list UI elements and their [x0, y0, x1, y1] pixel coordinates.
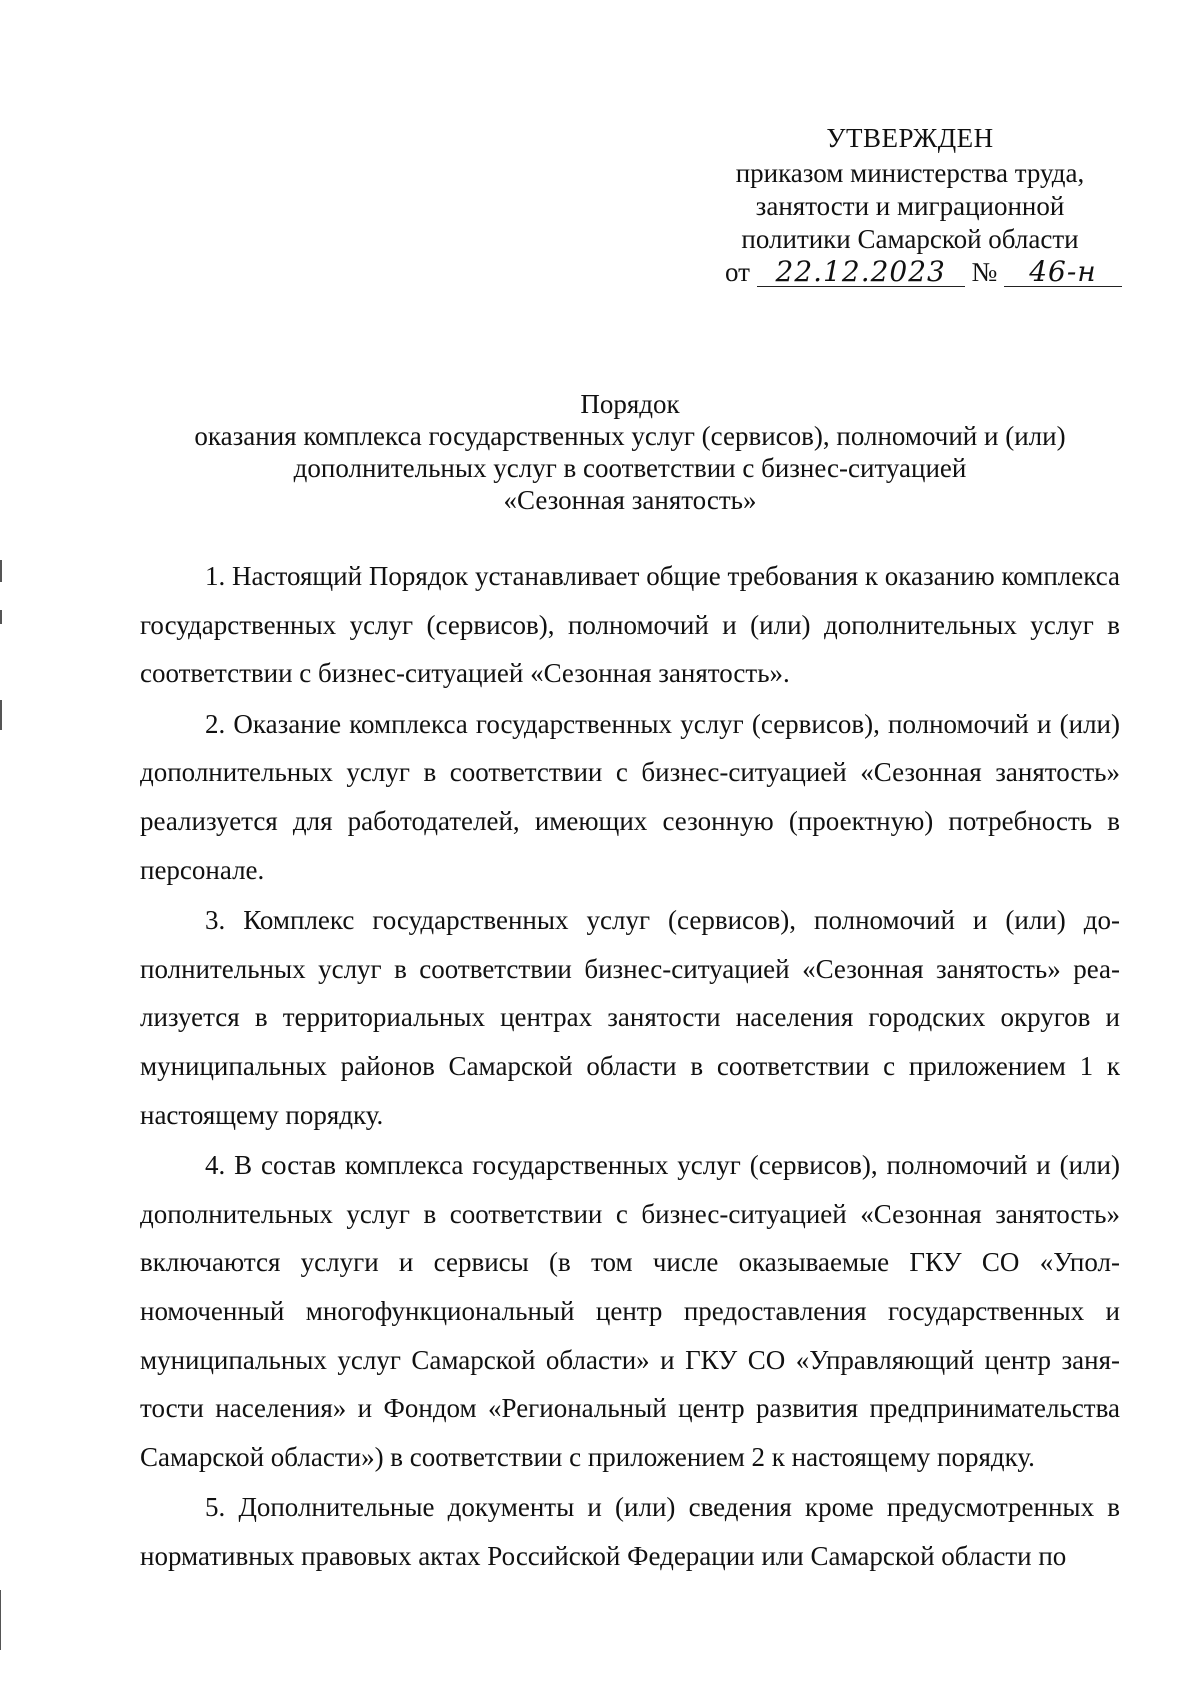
approval-line: политики Самарской области	[741, 224, 1079, 254]
paragraph-2: 2. Оказание комплекса государственных услуг (сервисов), полномочий и (или) дополнительных услуг в соответствии с бизнес-ситуацией «Сезонная занятость» реализуется для работодателей, имеющих сезонную (проектную) потребность в персонале.	[140, 708, 1120, 885]
handwritten-number: 46-н	[1004, 258, 1122, 287]
title-line: оказания комплекса государственных услуг (сервисов), полномочий и (или)	[194, 421, 1066, 451]
paragraph-5: 5. Дополнительные документы и (или) сведения кроме предусмотренных в нормативных правовых актах Российской Федерации или Самарской области по	[140, 1492, 1120, 1571]
date-prefix: от	[725, 257, 750, 287]
number-prefix: №	[971, 257, 998, 287]
title-line: дополнительных услуг в соответствии с бизнес-ситуацией	[293, 453, 967, 483]
scan-artifact	[0, 700, 2, 730]
paragraph-4: 4. В состав комплекса государственных услуг (сервисов), полномочий и (или) дополнительных услуг в соответствии с бизнес-ситуацией «Сезонная занятость» включаются услуги и сервисы (в том числе оказываемые ГКУ СО «Уполномоченный многофункциональный центр предоставления государственных и муниципальных услуг Самарской области» и ГКУ СО «Управляющий центр занятости населения» и Фондом «Региональный центр развития предпринимательства Самарской области») в соответствии с приложением 2 к настоящему порядку.	[140, 1150, 1120, 1472]
title-line: Порядок	[580, 389, 680, 419]
document-body	[140, 552, 1120, 1582]
approval-line: занятости и миграционной	[755, 191, 1065, 221]
document-title	[140, 388, 1120, 516]
approval-date-line	[725, 256, 1125, 289]
paragraph-1: 1. Настоящий Порядок устанавливает общие требования к оказанию комплекса государственных услуг (сервисов), полномочий и (или) дополнительных услуг в соответствии с бизнес-ситуацией «Сезонная занятость».	[140, 561, 1120, 689]
title-line: «Сезонная занятость»	[503, 485, 757, 515]
approval-stamp-block	[700, 122, 1120, 256]
paragraph-3: 3. Комплекс государственных услуг (сервисов), полномочий и (или) дополнительных услуг в соответствии бизнес-ситуацией «Сезонная занятость» реализуется в территориальных центрах занятости населения городских округов и муниципальных районов Самарской области в соответствии с приложением 1 к настоящему порядку.	[140, 905, 1120, 1130]
approval-heading: УТВЕРЖДЕН	[826, 123, 994, 153]
approval-line: приказом министерства труда,	[735, 158, 1085, 188]
scan-artifact	[0, 610, 2, 624]
handwritten-date: 22.12.2023	[757, 258, 965, 287]
scan-artifact	[0, 560, 2, 582]
scan-artifact	[0, 1590, 1, 1650]
